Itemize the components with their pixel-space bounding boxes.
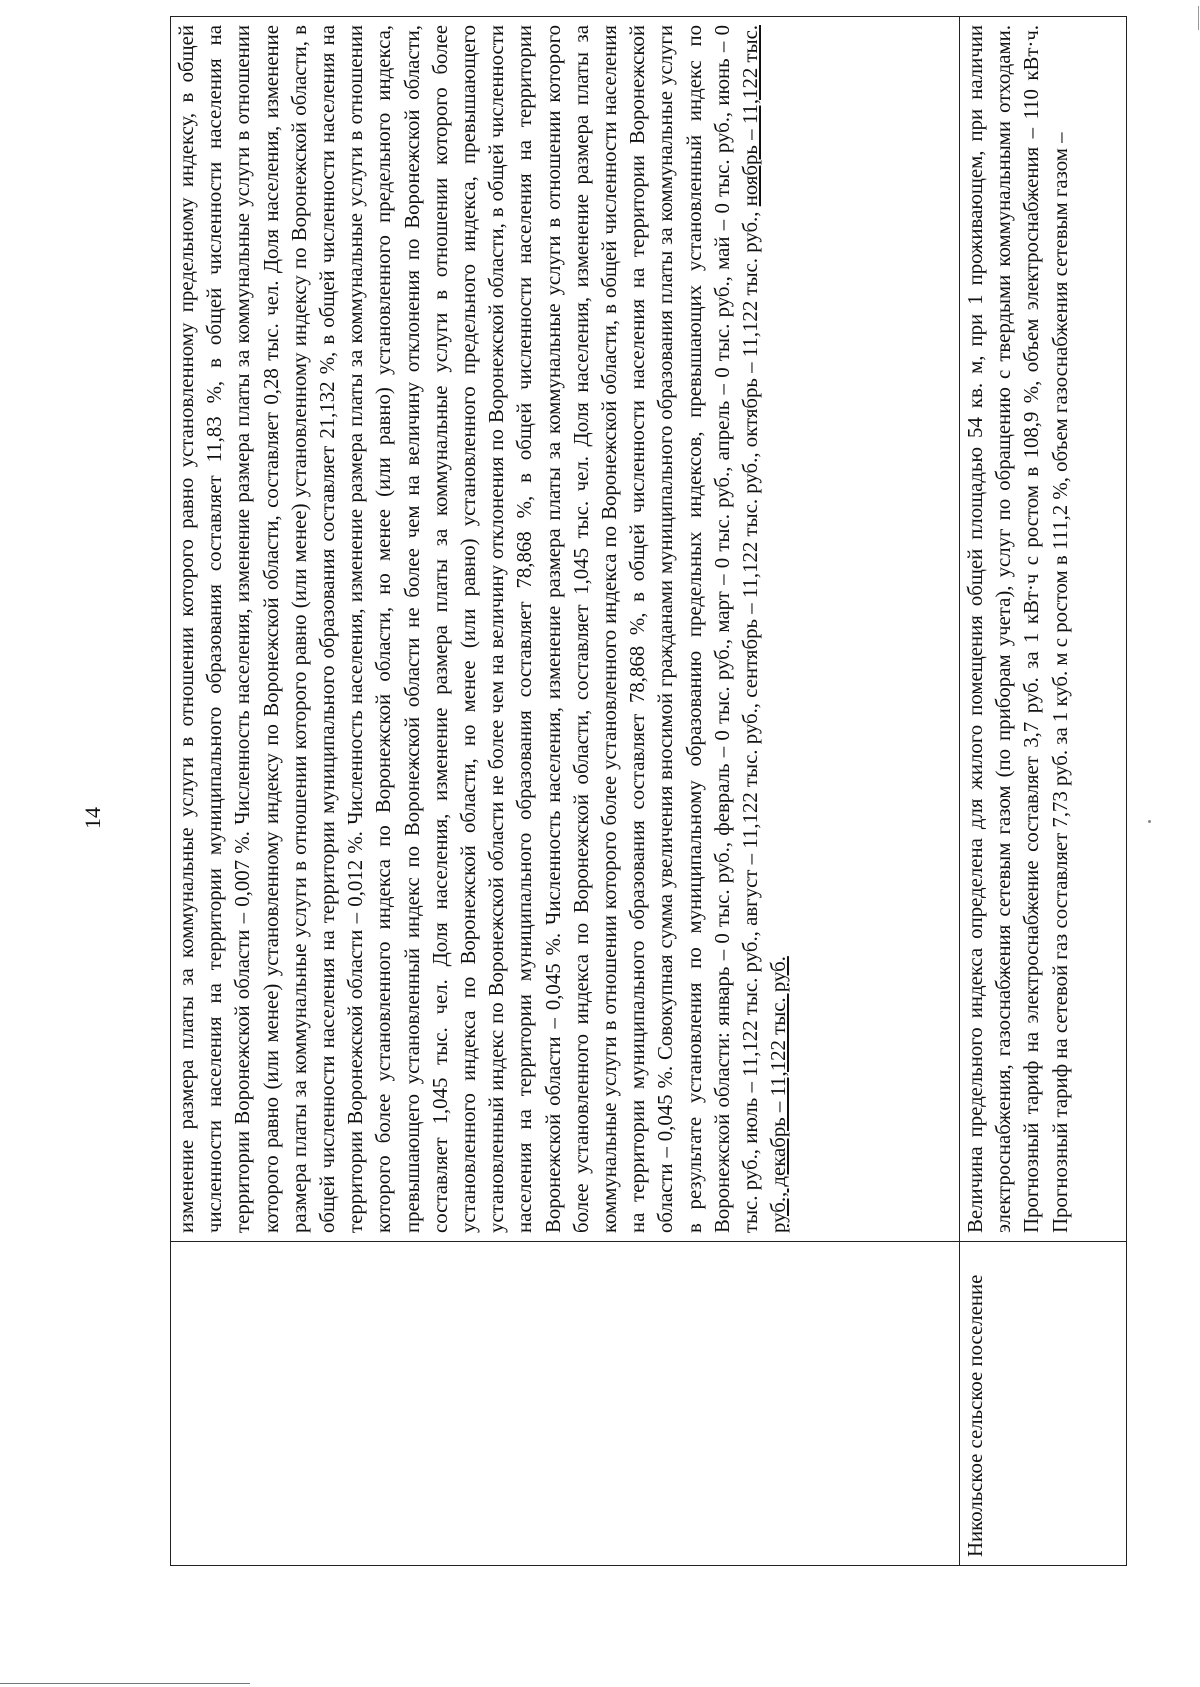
scan-speck: [1148, 820, 1151, 823]
municipal-index-table: [170, 16, 1127, 1566]
scan-bottom-line: [0, 1683, 250, 1684]
municipality-name-cell: Никольское сельское поселение: [960, 1242, 1127, 1566]
description-text: изменение размера платы за коммунальные услуги в отношении которого равно установленному предельному индексу, в общей численности населения на территории муниципального образования составляет 11,83 %, в общей численности населения на территории Воронежской области – 0,007 %. Численность населения, изменение размера платы за коммунальные услуги в отношении которого равно (или менее) установленному индексу по Воронежской области, составляет 0,28 тыс. чел. Доля населения, изменение размера платы за коммунальные услуги в отношении которого равно (или менее) установленному индексу по Воронежской области, в общей численности населения на территории муниципального образования составляет 21,132 %, в общей численности населения на территории Воронежской области – 0,012 %. Численность населения, изменение размера платы за коммунальные услуги в отношении которого более установленного индекса по Воронежской области, но менее (или равно) установленного предельного индекса, превышающего установленный индекс по Воронежской области не более чем на величину отклонения по Воронежской области, составляет 1,045 тыс. чел. Доля населения, изменение размера платы за коммунальные услуги в отношении которого более установленного индекса по Воронежской области, но менее (или равно) установленного предельного индекса, превышающего установленный индекс по Воронежской области не более чем на величину отклонения по Воронежской области, в общей численности населения на территории муниципального образования составляет 78,868 %, в общей численности населения на территории Воронежской области – 0,045 %. Численность населения, изменение размера платы за коммунальные услуги в отношении которого более установленного индекса по Воронежской области, составляет 1,045 тыс. чел. Доля населения, изменение размера платы за коммунальные услуги в отношении которого более установленного индекса по Воронежской области, в общей численности населения на территории муниципального образования составляет 78,868 %, в общей численности населения на территории Воронежской области – 0,045 %. Совокупная сумма увеличения вносимой гражданами муниципального образования платы за коммунальные услуги в результате установления по муниципальному образованию предельных индексов, превышающих установленный индекс по Воронежской области: январь – 0 тыс. руб., февраль – 0 тыс. руб., март – 0 тыс. руб., апрель – 0 тыс. руб., май – 0 тыс. руб., июнь – 0 тыс. руб., июль – 11,122 тыс. руб., август – 11,122 тыс. руб., сентябрь – 11,122 тыс. руб., октябрь – 11,122 тыс. руб.,: [175, 25, 763, 1233]
description-tail-text: ноябрь – 11,122 тыс. руб., декабрь – 11,122 тыс. руб.: [739, 25, 791, 1233]
scan-edge-mark: [1198, 6, 1199, 30]
municipality-name-cell: [171, 1242, 960, 1566]
page-number: 14: [80, 807, 105, 829]
table-row: [171, 17, 960, 1566]
index-description-cell: [171, 17, 960, 1242]
description-text: Величина предельного индекса определена для жилого помещения общей площадью 54 кв. м, при 1 проживающем, при наличии электроснабжения, газоснабжения сетевым газом (по приборам учета), услуг по обращению с твердыми коммунальными отходами. Прогнозный тариф на электроснабжение составляет 3,7 руб. за 1 кВт·ч с ростом в 108,9 %, объем электроснабжения – 110 кВт·ч. Прогнозный тариф на сетевой газ составляет 7,73 руб. за 1 куб. м с ростом в 111,2 %, объем газоснабжения сетевым газом –: [964, 25, 1072, 1233]
index-description-cell: [960, 17, 1127, 1242]
table-row: [960, 17, 1127, 1566]
